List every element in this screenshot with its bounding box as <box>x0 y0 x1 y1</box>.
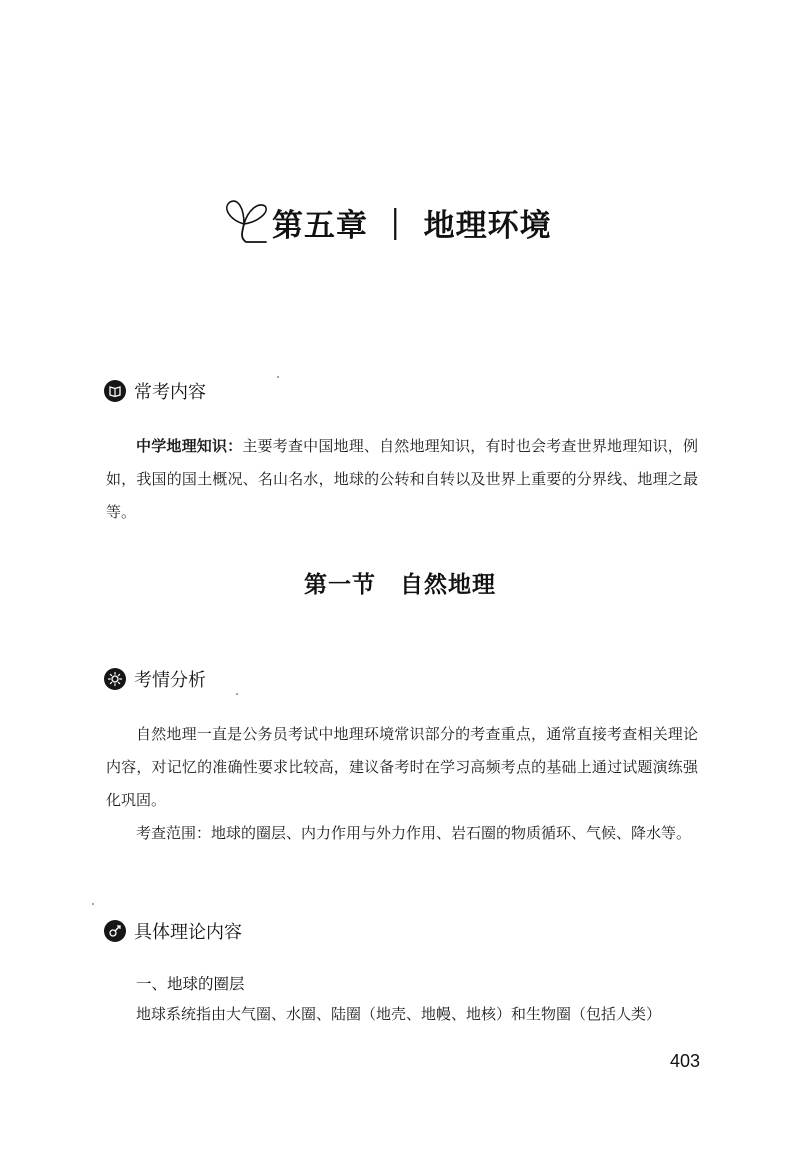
theory-subheading: 一、地球的圈层 <box>136 975 245 993</box>
paragraph-text: 主要考查中国地理、自然地理知识，有时也会考查世界地理知识，例如，我国的国土概况、名山名水，地球的公转和自转以及世界上重要的分界线、地理之最等。 <box>106 437 698 521</box>
paragraph-lead: 中学地理知识： <box>136 437 243 455</box>
section-heading-changkao <box>104 378 206 404</box>
section-heading-label: 考情分析 <box>134 670 206 691</box>
section-heading-label: 常考内容 <box>134 382 206 403</box>
section-heading-theory <box>104 918 242 944</box>
section-heading-label: 具体理论内容 <box>134 922 242 943</box>
page-number: 403 <box>669 1051 700 1071</box>
pen-icon <box>104 920 126 942</box>
changkao-paragraph <box>106 430 698 529</box>
section-title: 第一节 自然地理 <box>304 572 496 598</box>
chapter-title: 第五章 ｜ 地理环境 <box>272 207 552 244</box>
section-heading-kaoqing <box>104 666 206 692</box>
kaoqing-paragraph-1: 自然地理一直是公务员考试中地理环境常识部分的考查重点，通常直接考查相关理论内容，对记忆的准确性要求比较高，建议备考时在学习高频考点的基础上通过试题演练强化巩固。 <box>106 725 698 809</box>
book-icon <box>104 380 126 402</box>
theory-paragraph: 地球系统指由大气圈、水圈、陆圈（地壳、地幔、地核）和生物圈（包括人类） <box>136 1005 662 1023</box>
kaoqing-paragraph-2: 考查范围：地球的圈层、内力作用与外力作用、岩石圈的物质循环、气候、降水等。 <box>136 824 692 842</box>
scan-speck <box>236 693 238 695</box>
lightbulb-icon <box>104 668 126 690</box>
scan-speck <box>92 903 94 905</box>
sprout-icon <box>218 194 270 250</box>
scan-speck <box>277 376 279 378</box>
chapter-heading <box>218 192 578 252</box>
